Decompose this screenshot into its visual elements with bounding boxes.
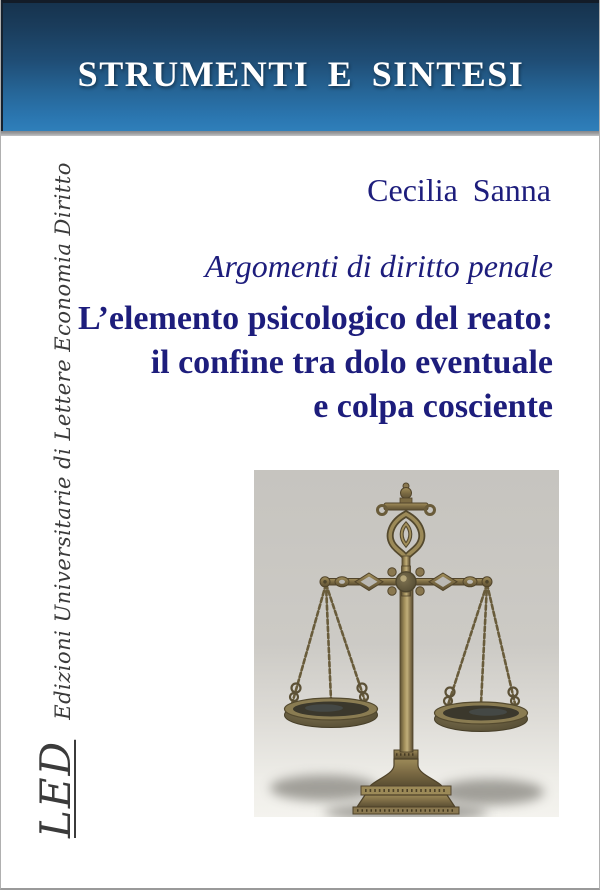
publisher-name: Edizioni Universitarie di Lettere Economia Diritto [51, 162, 75, 720]
series-banner [1, 0, 600, 131]
series-title: STRUMENTI E SINTESI [77, 54, 525, 94]
publisher-logo: LED [31, 739, 80, 838]
banner-divider [1, 131, 600, 136]
cover-photo [254, 470, 559, 817]
balance-scale-illustration [254, 470, 559, 817]
title-line-2: il confine tra dolo eventuale [150, 344, 553, 381]
book-title [78, 297, 553, 429]
title-line-3: e colpa cosciente [313, 388, 553, 425]
author-name: Cecilia Sanna [367, 172, 551, 208]
publisher-imprint [31, 162, 80, 838]
series-subtitle: Argomenti di diritto penale [204, 248, 553, 284]
title-line-1: L’elemento psicologico del reato: [78, 300, 553, 337]
